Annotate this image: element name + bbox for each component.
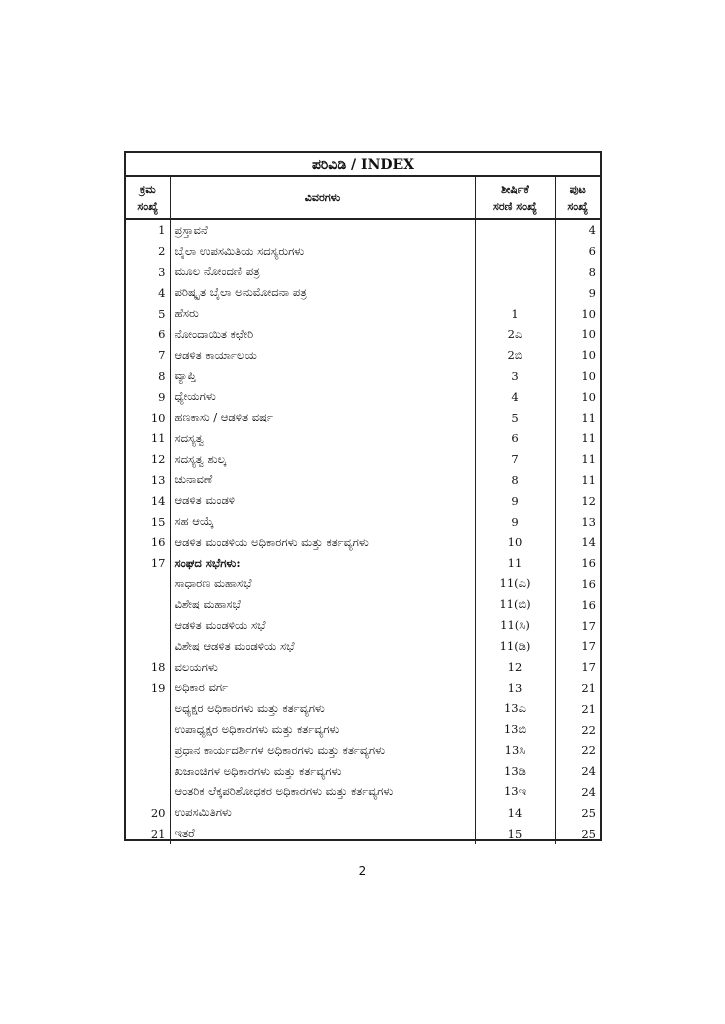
row-serial: 16 [150, 535, 166, 550]
row-details: ಚುನಾವಣೆ [170, 470, 475, 491]
row-serial [126, 782, 170, 803]
header-page-line2: ಸಂಖ್ಯೆ [567, 199, 589, 213]
index-table [126, 177, 600, 844]
row-serial: 7 [158, 348, 166, 363]
table-row [126, 324, 600, 345]
row-serial [126, 615, 170, 636]
row-serial: 3 [158, 264, 166, 279]
row-serial: 9 [158, 389, 166, 404]
row-page: 16 [555, 594, 600, 615]
row-details: ವಿಶೇಷ ಮಹಾಸಭೆ [170, 594, 475, 615]
row-serial: 4 [158, 285, 166, 300]
row-page: 10 [555, 303, 600, 324]
row-heading-no: 10 [475, 532, 555, 553]
row-heading-no: 4 [475, 386, 555, 407]
row-page: 14 [555, 532, 600, 553]
row-heading-no [475, 241, 555, 262]
row-page: 24 [555, 782, 600, 803]
row-serial: 11 [150, 431, 166, 446]
row-page: 11 [555, 407, 600, 428]
row-heading-no: 8 [475, 470, 555, 491]
header-heading-line2: ಸರಣಿ ಸಂಖ್ಯೆ [493, 199, 537, 213]
table-row [126, 449, 600, 470]
row-serial: 8 [158, 368, 166, 383]
row-details: ಸದಸ್ಯತ್ವ [170, 428, 475, 449]
row-heading-no: 11(ಬಿ) [475, 594, 555, 615]
row-page: 21 [555, 678, 600, 699]
table-row [126, 241, 600, 262]
row-details: ಸಹ ಆಯ್ಕೆ [170, 511, 475, 532]
table-row [126, 823, 600, 844]
table-row [126, 698, 600, 719]
table-row [126, 594, 600, 615]
row-page: 9 [555, 282, 600, 303]
row-page: 17 [555, 657, 600, 678]
row-page: 10 [555, 386, 600, 407]
header-serial-line2: ಸಂಖ್ಯೆ [137, 199, 159, 213]
row-details: ವಿಶೇಷ ಆಡಳಿತ ಮಂಡಳಿಯ ಸಭೆ [170, 636, 475, 657]
table-row [126, 490, 600, 511]
row-page: 11 [555, 470, 600, 491]
row-serial: 20 [150, 805, 166, 820]
table-row [126, 553, 600, 574]
row-heading-no: 13ಎ [475, 698, 555, 719]
row-heading-no: 11 [475, 553, 555, 574]
row-details: ಸಂಘದ ಸಭೆಗಳು: [170, 553, 475, 574]
row-details: ಹಣಕಾಸು / ಆಡಳಿತ ವರ್ಷ [170, 407, 475, 428]
row-heading-no: 13ಸಿ [475, 740, 555, 761]
row-heading-no: 13ಬಿ [475, 719, 555, 740]
row-details: ಪ್ರಸ್ತಾವನೆ [170, 219, 475, 241]
row-page: 11 [555, 449, 600, 470]
row-page: 24 [555, 761, 600, 782]
table-row [126, 574, 600, 595]
row-heading-no: 15 [475, 823, 555, 844]
row-heading-no [475, 262, 555, 283]
row-serial [126, 594, 170, 615]
row-heading-no: 9 [475, 511, 555, 532]
index-table-frame [124, 151, 602, 841]
row-page: 21 [555, 698, 600, 719]
row-heading-no: 3 [475, 366, 555, 387]
row-serial [126, 740, 170, 761]
row-serial: 14 [150, 493, 166, 508]
row-details: ಸಾಧಾರಣ ಮಹಾಸಭೆ [170, 574, 475, 595]
row-serial [126, 574, 170, 595]
row-serial: 19 [150, 680, 166, 695]
row-serial: 6 [158, 327, 166, 342]
row-details: ವಲಯಗಳು [170, 657, 475, 678]
row-heading-no: 13ಡಿ [475, 761, 555, 782]
table-row [126, 386, 600, 407]
row-heading-no: 11(ಎ) [475, 574, 555, 595]
row-details: ಮೂಲ ನೋಂದಣಿ ಪತ್ರ [170, 262, 475, 283]
row-details: ಅಧಿಕಾರ ವರ್ಗ [170, 678, 475, 699]
row-page: 10 [555, 345, 600, 366]
row-page: 6 [555, 241, 600, 262]
table-row [126, 303, 600, 324]
row-details: ಉಪಾಧ್ಯಕ್ಷರ ಅಧಿಕಾರಗಳು ಮತ್ತು ಕರ್ತವ್ಯಗಳು [170, 719, 475, 740]
header-page-line1: ಪುಟ [569, 182, 586, 196]
table-row [126, 219, 600, 241]
table-row [126, 428, 600, 449]
row-details: ಸದಸ್ಯತ್ವ ಶುಲ್ಕ [170, 449, 475, 470]
index-title: ಪರಿವಿಡಿ / INDEX [126, 153, 600, 177]
row-details: ಪ್ರಧಾನ ಕಾರ್ಯದರ್ಶಿಗಳ ಅಧಿಕಾರಗಳು ಮತ್ತು ಕರ್ತವ್ಯಗಳು [170, 740, 475, 761]
row-serial: 17 [150, 556, 166, 571]
table-row [126, 532, 600, 553]
row-serial [126, 761, 170, 782]
row-details: ನೋಂದಾಯಿತ ಕಛೇರಿ [170, 324, 475, 345]
table-row [126, 782, 600, 803]
row-page: 12 [555, 490, 600, 511]
row-heading-no: 5 [475, 407, 555, 428]
row-page: 11 [555, 428, 600, 449]
table-row [126, 636, 600, 657]
row-page: 13 [555, 511, 600, 532]
row-serial: 13 [150, 472, 166, 487]
row-page: 10 [555, 324, 600, 345]
row-heading-no: 13 [475, 678, 555, 699]
header-heading-no [475, 177, 555, 219]
table-row [126, 407, 600, 428]
table-row [126, 470, 600, 491]
row-serial [126, 719, 170, 740]
row-page: 17 [555, 636, 600, 657]
row-details: ಆಡಳಿತ ಮಂಡಳಿಯ ಅಧಿಕಾರಗಳು ಮತ್ತು ಕರ್ತವ್ಯಗಳು [170, 532, 475, 553]
table-row [126, 345, 600, 366]
row-heading-no: 14 [475, 802, 555, 823]
row-page: 25 [555, 802, 600, 823]
row-details: ಉಪಸಮಿತಿಗಳು [170, 802, 475, 823]
row-page: 17 [555, 615, 600, 636]
row-heading-no: 11(ಸಿ) [475, 615, 555, 636]
header-serial [126, 177, 170, 219]
row-details: ಅಧ್ಯಕ್ಷರ ಅಧಿಕಾರಗಳು ಮತ್ತು ಕರ್ತವ್ಯಗಳು [170, 698, 475, 719]
row-details: ಆಡಳಿತ ಮಂಡಳಿ [170, 490, 475, 511]
table-row [126, 740, 600, 761]
row-serial: 18 [150, 660, 166, 675]
row-heading-no [475, 282, 555, 303]
row-heading-no: 6 [475, 428, 555, 449]
row-page: 22 [555, 719, 600, 740]
row-serial [126, 636, 170, 657]
row-serial: 10 [150, 410, 166, 425]
table-row [126, 262, 600, 283]
header-heading-line1: ಶೀರ್ಷಿಕೆ [501, 182, 529, 196]
row-serial: 5 [158, 306, 166, 321]
row-heading-no: 11(ಡಿ) [475, 636, 555, 657]
row-details: ಧ್ಯೇಯಗಳು [170, 386, 475, 407]
row-serial: 15 [150, 514, 166, 529]
header-details: ವಿವರಗಳು [170, 177, 475, 219]
row-heading-no: 1 [475, 303, 555, 324]
table-row [126, 511, 600, 532]
header-page [555, 177, 600, 219]
row-details: ವ್ಯಾಪ್ತಿ [170, 366, 475, 387]
table-row [126, 366, 600, 387]
row-details: ಖಜಾಂಚಿಗಳ ಅಧಿಕಾರಗಳು ಮತ್ತು ಕರ್ತವ್ಯಗಳು [170, 761, 475, 782]
row-heading-no: 7 [475, 449, 555, 470]
row-page: 16 [555, 553, 600, 574]
table-row [126, 678, 600, 699]
row-heading-no: 2ಬಿ [475, 345, 555, 366]
row-details: ಹೆಸರು [170, 303, 475, 324]
row-serial: 2 [158, 244, 166, 259]
table-row [126, 615, 600, 636]
table-row [126, 657, 600, 678]
row-page: 16 [555, 574, 600, 595]
row-heading-no: 9 [475, 490, 555, 511]
row-page: 22 [555, 740, 600, 761]
row-serial: 1 [158, 223, 166, 238]
row-page: 10 [555, 366, 600, 387]
table-row [126, 282, 600, 303]
row-details: ಪರಿಷ್ಕೃತ ಬೈಲಾ ಅನುಮೋದನಾ ಪತ್ರ [170, 282, 475, 303]
table-row [126, 719, 600, 740]
row-heading-no: 2ಎ [475, 324, 555, 345]
row-details: ಆಡಳಿತ ಕಾರ್ಯಾಲಯ [170, 345, 475, 366]
row-page: 4 [555, 219, 600, 241]
row-serial: 21 [150, 826, 166, 841]
row-details: ಇತರೆ [170, 823, 475, 844]
row-serial [126, 698, 170, 719]
header-row [126, 177, 600, 219]
page-number: 2 [358, 864, 367, 878]
row-heading-no: 12 [475, 657, 555, 678]
row-heading-no [475, 219, 555, 241]
table-row [126, 802, 600, 823]
row-page: 8 [555, 262, 600, 283]
table-row [126, 761, 600, 782]
header-serial-line1: ಕ್ರಮ [139, 182, 156, 196]
row-details: ಆಡಳಿತ ಮಂಡಳಿಯ ಸಭೆ [170, 615, 475, 636]
row-details: ಆಂತರಿಕ ಲೆಕ್ಕಪರಿಶೋಧಕರ ಅಧಿಕಾರಗಳು ಮತ್ತು ಕರ್ತವ್ಯಗಳು [170, 782, 475, 803]
index-rows [126, 219, 600, 844]
row-details: ಬೈಲಾ ಉಪಸಮಿತಿಯ ಸದಸ್ಯರುಗಳು [170, 241, 475, 262]
row-page: 25 [555, 823, 600, 844]
row-heading-no: 13ಇ [475, 782, 555, 803]
row-serial: 12 [150, 452, 166, 467]
